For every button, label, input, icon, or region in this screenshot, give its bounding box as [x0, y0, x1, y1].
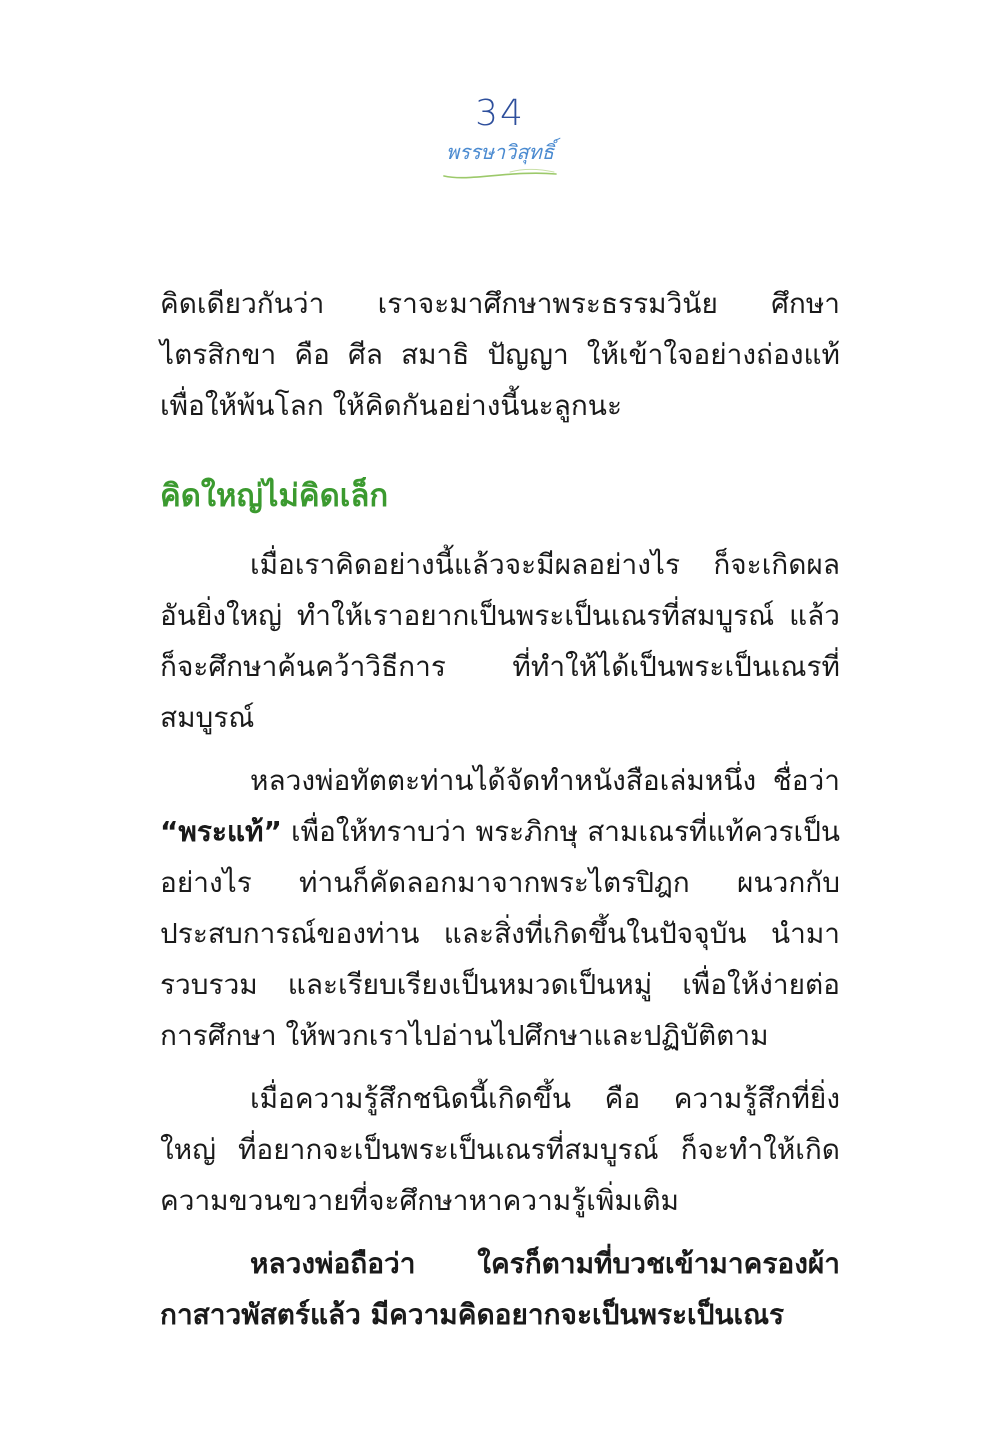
paragraph-3-rest: เพื่อให้ทราบว่า พระภิกษุ สามเณรที่แท้ควรเป็นอย่างไร ท่านก็คัดลอกมาจากพระไตรปิฎก ผนวกกับประสบการณ์ของท่าน และสิ่งที่เกิดขึ้นในปัจจุบัน นำมารวบรวม และเรียบเรียงเป็นหมวดเป็นหมู่ เพื่อให้ง่ายต่อการศึกษา ให้พวกเราไปอ่านไปศึกษาและปฏิบัติตาม: [160, 815, 840, 1052]
section-heading: คิดใหญ่ไม่คิดเล็ก: [160, 478, 389, 514]
book-title: “พระแท้”: [160, 815, 282, 848]
running-title: พรรษาวิสุทธิ์: [446, 140, 554, 164]
page-header: [0, 92, 1000, 182]
paragraph-2: เมื่อเราคิดอย่างนี้แล้วจะมีผลอย่างไร ก็จะเกิดผลอันยิ่งใหญ่ ทำให้เราอยากเป็นพระเป็นเณรที่สมบูรณ์ แล้วก็จะศึกษาค้นคว้าวิธีการ ที่ทำให้ได้เป็นพระเป็นเณรที่สมบูรณ์: [160, 548, 840, 734]
paragraph-5: หลวงพ่อถือว่า ใครก็ตามที่บวชเข้ามาครองผ้ากาสาวพัสตร์แล้ว มีความคิดอยากจะเป็นพระเป็นเณร: [160, 1247, 840, 1331]
paragraph-3-lead: หลวงพ่อทัตตะท่านได้จัดทำหนังสือเล่มหนึ่ง ชื่อว่า: [250, 764, 840, 797]
paragraph-1: คิดเดียวกันว่า เราจะมาศึกษาพระธรรมวินัย ศึกษาไตรสิกขา คือ ศีล สมาธิ ปัญญา ให้เข้าใจอย่างถ่องแท้ เพื่อให้พ้นโลก ให้คิดกันอย่างนี้นะลูกนะ: [160, 287, 840, 422]
paragraph-3: [160, 755, 840, 1061]
paragraph-4: เมื่อความรู้สึกชนิดนี้เกิดขึ้น คือ ความรู้สึกที่ยิ่งใหญ่ ที่อยากจะเป็นพระเป็นเณรที่สมบูรณ์ ก็จะทำให้เกิดความขวนขวายที่จะศึกษาหาความรู้เพิ่มเติม: [160, 1082, 840, 1217]
page-number: 34: [475, 93, 525, 134]
page-body: [160, 278, 840, 1340]
flourish-ornament-icon: [440, 166, 560, 182]
